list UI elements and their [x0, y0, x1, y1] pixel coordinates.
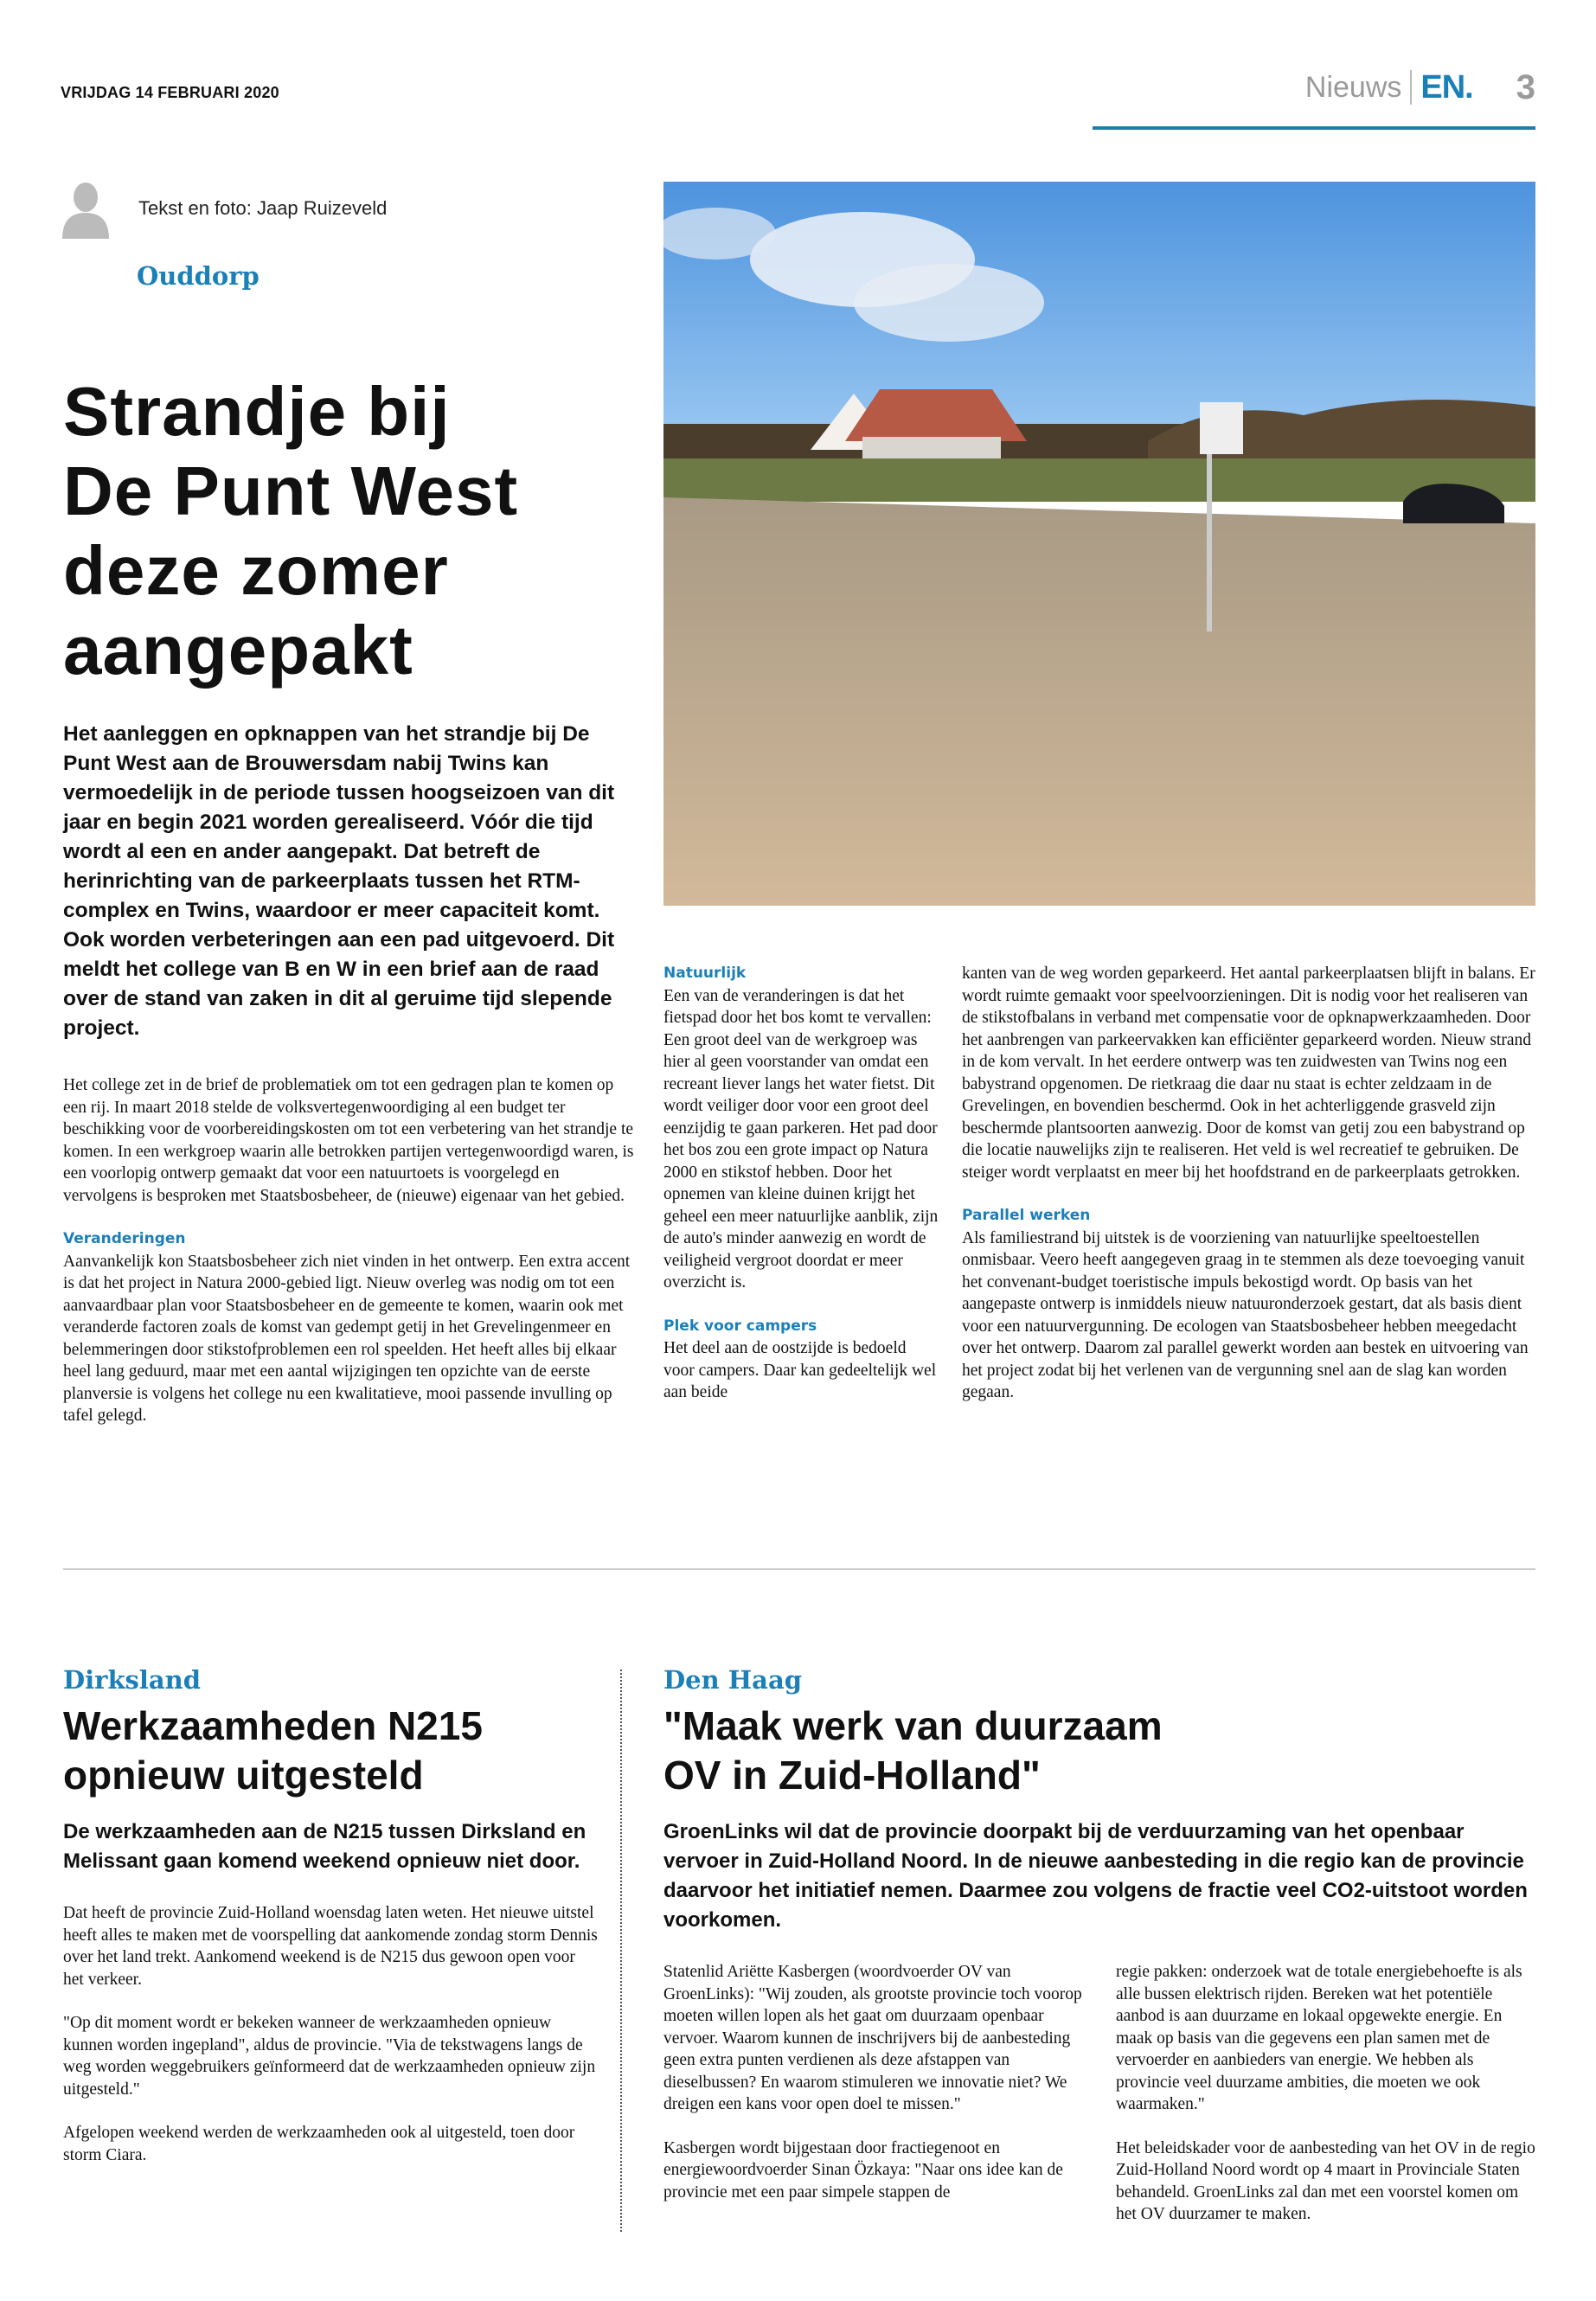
page-number: 3: [1516, 67, 1535, 106]
article-headline: [63, 372, 617, 690]
article-lede: GroenLinks wil dat de provincie doorpakt bij de verduurzaming van het openbaar vervoer in Zuid-Holland Noord. In de nieuwe aanbesteding in die regio kan de provincie daarvoor het initiatief nemen. Daarmee zou volgens de fractie veel CO2-uitstoot worden voorkomen.: [663, 1820, 1528, 1932]
article-den-haag: [663, 1665, 1535, 2226]
article-lede: De werkzaamheden aan de N215 tussen Dirksland en Melissant gaan komend weekend opnieuw niet door.: [63, 1820, 586, 1873]
location-kicker: Ouddorp: [137, 261, 260, 291]
section-divider: [63, 1568, 1535, 1570]
paragraph: Het college zet in de brief de problematiek om tot een gedragen plan te komen op een rij. In maart 2018 stelde de volksvertegenwoordiging al een budget ter beschikking voor de voorbereidingskosten om tot een verbetering van het strandje te komen. In een werkgroep waarin alle betrokken partijen vertegenwoordigd waren, is een voorlopig ontwerp gemaakt dat voor een natuurtoets is voorgelegd en vervolgens is besproken met Staatsbosbeheer, de (nieuwe) eigenaar van het gebied.: [63, 1076, 634, 1205]
paragraph: Een van de veranderingen is dat het fietspad door het bos komt te vervallen: Een groot deel van de werkgroep was hier al geen voorstander van omdat een recreant liever langs het water fietst. Dit wordt veiliger door voor een groot deel eenzijdig te gaan parkeren. Het pad door het bos zou een grote impact op Natura 2000 en stikstof hebben. Door het opnemen van kleine duinen krijgt het geheel een meer natuurlijke aanblik, zijn de auto's minder aanwezig en wordt de veiligheid vergroot doordat er meer overzicht is.: [663, 986, 939, 1292]
paragraph: Kasbergen wordt bijgestaan door fractiegenoot en energiewoordvoerder Sinan Özkaya: "Naar ons idee kan de provincie met een paar simpele stappen de: [663, 2138, 1063, 2202]
masthead: [1305, 67, 1535, 107]
subheading: Plek voor campers: [663, 1317, 817, 1335]
paragraph: kanten van de weg worden geparkeerd. Het aantal parkeerplaatsen blijft in balans. Er wordt ruimte gemaakt voor speelvoorzieningen. Dit is nodig voor het realiseren van de stikstofbalans in verband met compensatie voor de opknapwerkzaamheden. Door het aanbrengen van parkeervakken kan efficiënter geparkeerd worden. Nieuw strand in de kom vervalt. In het eerdere ontwerp was ten zuidwesten van Twins nog een babystrand opgenomen. De rietkraag die daar nu staat is echter zeldzaam in de Grevelingen, en bovendien beschermd. Ook in het achterliggende grasveld zijn beschermde plantsoorten aanwezig. Door de komst van getij zou een babystrand op die locatie nauwelijks zijn te realiseren. Het veld is wel recreatief te gebruiken. De steiger wordt verplaatst en meer bij het hoofdstrand en de parkeerplaats getrokken.: [962, 965, 1535, 1182]
title-line: OV in Zuid-Holland": [663, 1753, 1041, 1798]
title-line: Werkzaamheden N215: [63, 1703, 483, 1748]
author-avatar-icon: [61, 182, 111, 239]
title-line: opnieuw uitgesteld: [63, 1753, 424, 1798]
headline-line: deze zomer: [63, 532, 449, 609]
article-column-3: [962, 963, 1537, 1404]
article-column-1: [63, 1074, 636, 1427]
article-column-2: [663, 963, 940, 1404]
paragraph: Dat heeft de provincie Zuid-Holland woensdag laten weten. Het nieuwe uitstel heeft alles te maken met de voorspelling dat aankomende zondag storm Dennis over het land trekt. Aankomend weekend is de N215 dus gewoon open voor het verkeer.: [63, 1904, 598, 1989]
section-label: Nieuws: [1305, 70, 1412, 105]
paragraph: Afgelopen weekend werden de werkzaamheden ook al uitgesteld, toen door storm Ciara.: [63, 2124, 575, 2164]
subheading: Veranderingen: [63, 1230, 186, 1247]
paragraph: regie pakken: onderzoek wat de totale energiebehoefte is als alle bussen elektrisch rijden. Bereken wat het potentiële aanbod is aan duurzame en lokaal opgewekte energie. En maak op basis van die gegevens een plan samen met de vervoerder en aanbieders van energie. We hebben als provincie veel duurzame ambities, die moeten we ook waarmaken.": [1116, 1963, 1522, 2113]
column-divider: [620, 1670, 622, 2232]
title-line: "Maak werk van duurzaam: [663, 1703, 1163, 1748]
subheading: Parallel werken: [962, 1207, 1091, 1224]
headline-line: Strandje bij: [63, 373, 451, 450]
subheading: Natuurlijk: [663, 965, 747, 982]
location-kicker: Dirksland: [63, 1665, 202, 1695]
byline: Tekst en foto: Jaap Ruizeveld: [138, 197, 388, 219]
paragraph: Het deel aan de oostzijde is bedoeld voor campers. Daar kan gedeeltelijk wel aan beide: [663, 1339, 937, 1401]
article-photo: [663, 182, 1535, 906]
paragraph: Statenlid Ariëtte Kasbergen (woordvoerder OV van GroenLinks): "Wij zouden, als grootste provincie toch voorop moeten willen lopen als het gaat om duurzaam openbaar vervoer. Waarom kunnen de inschrijvers bij de aanbesteding geen extra punten verdienen als deze afstappen van dieselbussen? En waarom stimuleren we innovatie niet? We dreigen een kans voor open doel te missen.": [663, 1963, 1082, 2113]
article-intro: Het aanleggen en opknappen van het strandje bij De Punt West aan de Brouwersdam nabij Twins kan vermoedelijk in de periode tussen hoogseizoen van dit jaar en begin 2021 worden gerealiseerd. Vóór die tijd wordt al een en ander aangepakt. Dat betreft de herinrichting van de parkeerplaats tussen het RTM-complex en Twins, waardoor er meer capaciteit komt. Ook worden verbeteringen aan een pad uitgevoerd. Dit meldt het college van B en W in een brief aan de raad over de stand van zaken in dit al geruime tijd slepende project.: [63, 722, 615, 1040]
issue-date: VRIJDAG 14 FEBRUARI 2020: [61, 84, 279, 101]
paragraph: "Op dit moment wordt er bekeken wanneer de werkzaamheden opnieuw kunnen worden ingepland", aldus de provincie. "Via de tekstwagens langs de weg worden weggebruikers geïnformeerd dat de werkzaamheden opnieuw zijn uitgesteld.": [63, 2014, 596, 2099]
article-title: [663, 1702, 1535, 1800]
headline-line: aangepakt: [63, 612, 413, 689]
header-rule: [1093, 126, 1535, 130]
paragraph: Als familiestrand bij uitstek is de voorziening van natuurlijke speeltoestellen onmisbaar. Veero heeft aangegeven graag in te stemmen als deze toevoeging vanuit het convenant-budget toeristische impuls bekostigd wordt. Op basis van het aangepaste ontwerp is inmiddels nieuw natuuronderzoek gestart, dat als basis dient voor een natuurvergunning. De ecologen van Staatsbosbeheer hebben meegedacht over het ontwerp. Daarom zal parallel gewerkt worden aan bestek en uitvoering van het project zodat bij het verlenen van de vergunning snel aan de slag kan worden gegaan.: [962, 1228, 1529, 1401]
location-kicker: Den Haag: [663, 1665, 803, 1695]
newspaper-logo: EN.: [1420, 68, 1473, 106]
article-dirksland: [63, 1665, 599, 2166]
article-title: [63, 1702, 599, 1800]
paragraph: Aanvankelijk kon Staatsbosbeheer zich niet vinden in het ontwerp. Een extra accent is dat het project in Natura 2000-gebied ligt. Nieuw overleg was nodig om tot een aanvaardbaar plan voor Staatsbosbeheer en de gemeente te komen, waarin ook met veranderde factoren zoals de komst van gedempt getij in het Grevelingenmeer en belemmeringen door stikstofproblemen een rol speelden. Het heeft alles bij elkaar heel lang geduurd, maar met een aantal wijzigingen ten opzichte van de eerste planversie is volgens het college nu een kwalitatieve, mooi passende invulling op tafel gelegd.: [63, 1252, 631, 1425]
paragraph: Het beleidskader voor de aanbesteding van het OV in de regio Zuid-Holland Noord wordt op 4 maart in Provinciale Staten behandeld. GroenLinks zal dan met een voorstel komen om het OV duurzamer te maken.: [1116, 2138, 1535, 2223]
headline-line: De Punt West: [63, 452, 519, 529]
